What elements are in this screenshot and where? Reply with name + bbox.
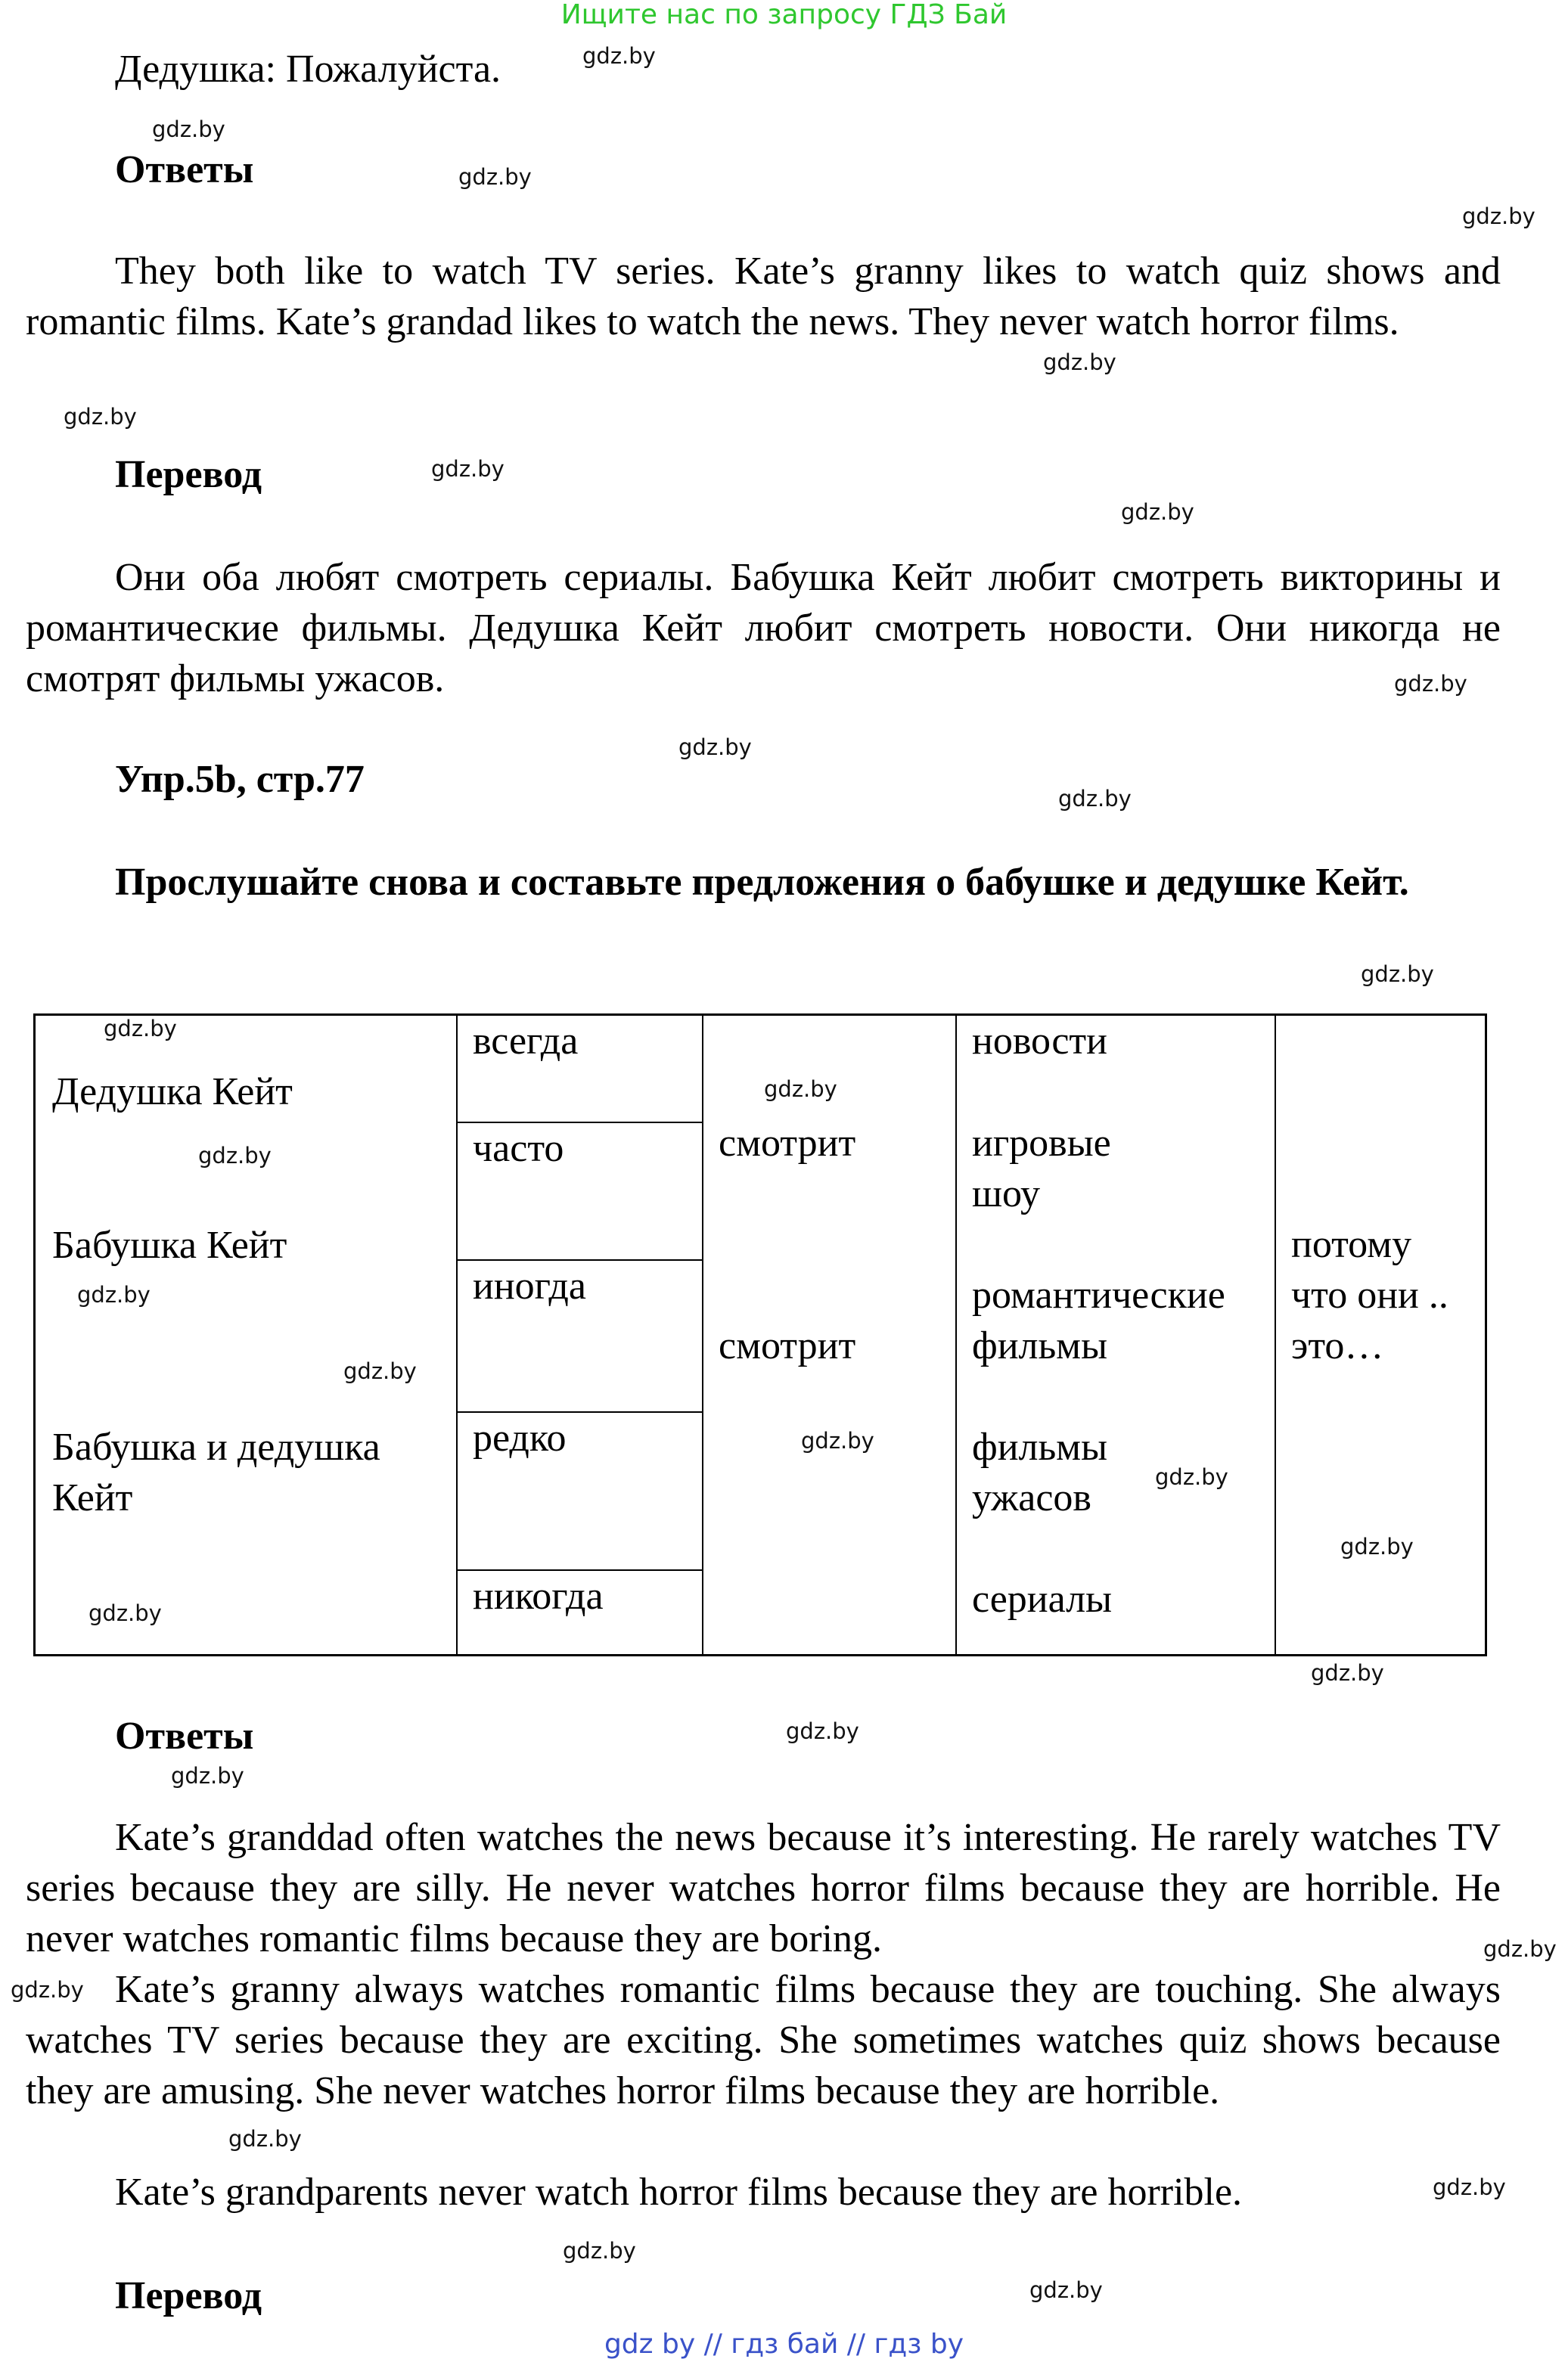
subject-grandparents-kate: Кейт <box>52 1476 133 1519</box>
frequency-rarely: редко <box>473 1417 567 1460</box>
object-romantic-line2: фильмы <box>972 1324 1108 1367</box>
watermark: gdz.by <box>801 1428 874 1454</box>
watermark: gdz.by <box>152 116 225 142</box>
watermark: gdz.by <box>431 456 505 482</box>
watermark: gdz.by <box>1462 203 1535 229</box>
watermark: gdz.by <box>1340 1534 1414 1560</box>
watermark: gdz.by <box>88 1600 162 1626</box>
verb-watches-2: смотрит <box>719 1324 856 1367</box>
watermark: gdz.by <box>1433 2174 1506 2200</box>
exercise-title: Упр.5b, стр.77 <box>115 758 365 801</box>
watermark: gdz.by <box>1043 349 1116 375</box>
object-horror-line1: фильмы <box>972 1426 1108 1469</box>
object-series: сериалы <box>972 1578 1113 1621</box>
dialogue-line: Дедушка: Пожалуйста. <box>115 48 501 91</box>
reason-line2: что они .. <box>1291 1274 1448 1317</box>
watermark: gdz.by <box>1058 786 1132 812</box>
watermark: gdz.by <box>678 734 752 760</box>
watermark: gdz.by <box>64 404 137 430</box>
frequency-sometimes: иногда <box>473 1265 586 1308</box>
frequency-never: никогда <box>473 1575 604 1618</box>
watermark: gdz.by <box>563 2238 636 2264</box>
answers-heading: Ответы <box>115 148 254 191</box>
watermark: gdz.by <box>104 1016 177 1041</box>
object-news: новости <box>972 1020 1107 1063</box>
watermark: gdz.by <box>1155 1464 1228 1490</box>
reason-line1: потому <box>1291 1223 1412 1266</box>
subject-grandad: Дедушка Кейт <box>52 1070 293 1113</box>
watermark: gdz.by <box>764 1076 837 1102</box>
watermark: gdz.by <box>1361 961 1434 987</box>
watermark: gdz.by <box>228 2126 302 2152</box>
watermark: gdz.by <box>582 43 656 69</box>
watermark: gdz.by <box>1483 1936 1557 1962</box>
answer-paragraph-grandad: Kate’s granddad often watches the news because it’s interesting. He rarely watches TV series because they are silly. He never watches horror films because they are horrible. He never watches romantic films because they are boring. <box>26 1816 1501 1960</box>
object-quiz-line1: игровые <box>972 1122 1111 1165</box>
subject-grandparents: Бабушка и дедушка <box>52 1426 380 1469</box>
watermark: gdz.by <box>77 1282 151 1308</box>
watermark: gdz.by <box>1121 499 1194 525</box>
watermark: gdz.by <box>343 1358 417 1384</box>
object-romantic-line1: романтические <box>972 1274 1225 1317</box>
watermark: gdz.by <box>458 164 532 190</box>
translation-paragraph: Они оба любят смотреть сериалы. Бабушка Кейт любит смотреть викторины и романтические фильмы. Дедушка Кейт любит смотреть новости. Они никогда не смотрят фильмы ужасов. <box>26 556 1501 700</box>
reason-line3: это… <box>1291 1324 1384 1367</box>
answers-heading-2: Ответы <box>115 1715 254 1758</box>
subject-granny: Бабушка Кейт <box>52 1224 287 1267</box>
watermark: gdz.by <box>786 1718 859 1744</box>
object-quiz-line2: шоу <box>972 1172 1041 1215</box>
watermark: gdz.by <box>11 1977 84 2003</box>
answer-paragraph: They both like to watch TV series. Kate’s granny likes to watch quiz shows and romantic films. Kate’s grandad likes to watch the news. They never watch horror films. <box>26 250 1501 343</box>
bottom-banner[interactable]: gdz by // гдз бай // гдз by <box>604 2329 964 2360</box>
answer-paragraph-grandparents: Kate’s grandparents never watch horror films because they are horrible. <box>115 2171 1243 2214</box>
answer-paragraph-granny: Kate’s granny always watches romantic films because they are touching. She always watches TV series because they are exciting. She sometimes watches quiz shows because they are amusing. She never watches horror films because they are horrible. <box>26 1968 1501 2112</box>
watermark: gdz.by <box>1394 671 1467 697</box>
watermark: gdz.by <box>1311 1660 1384 1686</box>
translation-heading: Перевод <box>115 453 262 496</box>
watermark: gdz.by <box>198 1143 272 1169</box>
object-horror-line2: ужасов <box>972 1476 1091 1519</box>
frequency-table <box>33 1013 1487 1656</box>
watermark: gdz.by <box>1029 2277 1103 2303</box>
frequency-often: часто <box>473 1127 564 1170</box>
top-banner[interactable]: Ищите нас по запросу ГДЗ Бай <box>560 0 1008 30</box>
watermark: gdz.by <box>171 1763 244 1789</box>
frequency-always: всегда <box>473 1020 579 1063</box>
translation-heading-2: Перевод <box>115 2274 262 2317</box>
exercise-task: Прослушайте снова и составьте предложения о бабушке и дедушке Кейт. <box>115 861 1409 904</box>
verb-watches-1: смотрит <box>719 1122 856 1165</box>
